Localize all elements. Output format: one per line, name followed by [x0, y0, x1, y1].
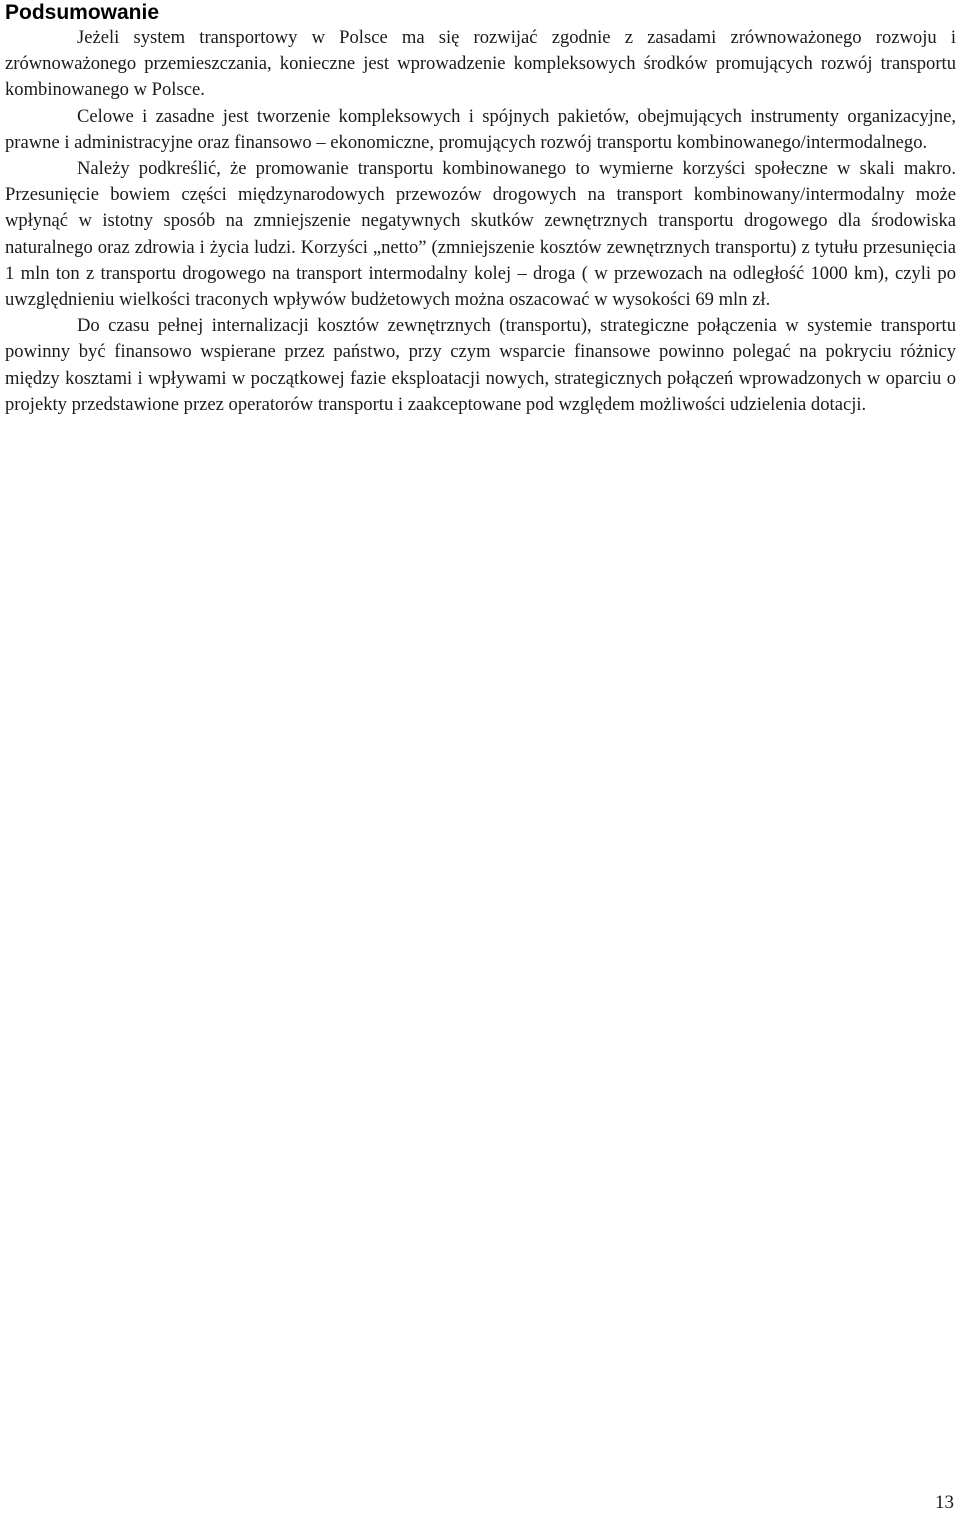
body-text — [5, 25, 956, 418]
paragraph-3: Należy podkreślić, że promowanie transportu kombinowanego to wymierne korzyści społeczne w skali makro. Przesunięcie bowiem części międzynarodowych przewozów drogowych na transport kombinowany/intermodalny może wpłynąć w istotny sposób na zmniejszenie negatywnych skutków zewnętrznych transportu drogowego dla środowiska naturalnego oraz zdrowia i życia ludzi. Korzyści „netto” (zmniejszenie kosztów zewnętrznych transportu) z tytułu przesunięcia 1 mln ton z transportu drogowego na transport intermodalny kolej – droga ( w przewozach na odległość 1000 km), czyli po uwzględnieniu wielkości traconych wpływów budżetowych można oszacować w wysokości 69 mln zł. — [5, 158, 956, 311]
paragraph-1: Jeżeli system transportowy w Polsce ma się rozwijać zgodnie z zasadami zrównoważonego rozwoju i zrównoważonego przemieszczania, konieczne jest wprowadzenie kompleksowych środków promujących rozwój transportu kombinowanego w Polsce. — [5, 27, 956, 101]
section-heading: Podsumowanie — [5, 1, 160, 24]
paragraph-2: Celowe i zasadne jest tworzenie kompleksowych i spójnych pakietów, obejmujących instrumenty organizacyjne, prawne i administracyjne oraz finansowo – ekonomiczne, promujących rozwój transportu kombinowanego/intermodalnego. — [5, 105, 956, 153]
page-number: 13 — [935, 1492, 954, 1513]
paragraph-4: Do czasu pełnej internalizacji kosztów zewnętrznych (transportu), strategiczne połączenia w systemie transportu powinny być finansowo wspierane przez państwo, przy czym wsparcie finansowe powinno polegać na pokryciu różnicy między kosztami i wpływami w początkowej fazie eksploatacji nowych, strategicznych połączeń wprowadzonych w oparciu o projekty przedstawione przez operatorów transportu i zaakceptowane pod względem możliwości udzielenia dotacji. — [5, 315, 956, 415]
